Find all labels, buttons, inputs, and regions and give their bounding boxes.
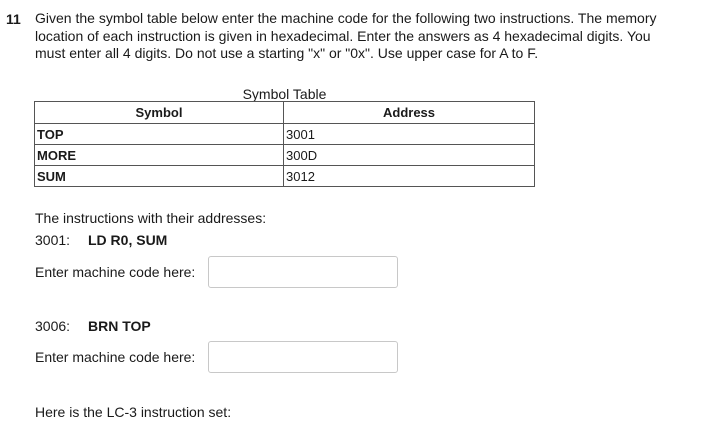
symbol-cell: SUM [35, 166, 284, 187]
instruction-2 [35, 318, 151, 334]
machine-code-input-1[interactable] [208, 256, 398, 288]
instruction-set-intro: Here is the LC-3 instruction set: [35, 404, 232, 420]
instructions-intro: The instructions with their addresses: [35, 210, 267, 226]
machine-code-input-2[interactable] [208, 341, 398, 373]
table-row [35, 166, 535, 187]
symbol-cell: TOP [35, 124, 284, 145]
address-cell: 3012 [284, 166, 535, 187]
address-cell: 3001 [284, 124, 535, 145]
instruction-text: BRN TOP [88, 318, 151, 334]
table-header-row [35, 102, 535, 124]
machine-code-label-1: Enter machine code here: [35, 264, 196, 280]
instruction-address: 3001: [35, 232, 71, 248]
symbol-table [34, 101, 535, 187]
address-header: Address [284, 102, 535, 124]
table-row [35, 145, 535, 166]
symbol-table-caption: Symbol Table [242, 86, 327, 102]
machine-code-label-2: Enter machine code here: [35, 349, 196, 365]
instruction-1 [35, 232, 167, 248]
table-row [35, 124, 535, 145]
symbol-cell: MORE [35, 145, 284, 166]
symbol-header: Symbol [35, 102, 284, 124]
instruction-address: 3006: [35, 318, 71, 334]
question-prompt: Given the symbol table below enter the machine code for the following two instructions. The memory location of each instruction is given in hexadecimal. Enter the answers as 4 hexadecimal digits. You must enter all 4 digits. Do not use a starting "x" or "0x". Use upper case for A to F. [35, 10, 657, 61]
instruction-text: LD R0, SUM [88, 232, 168, 248]
address-cell: 300D [284, 145, 535, 166]
question-number: 11 [6, 11, 21, 27]
